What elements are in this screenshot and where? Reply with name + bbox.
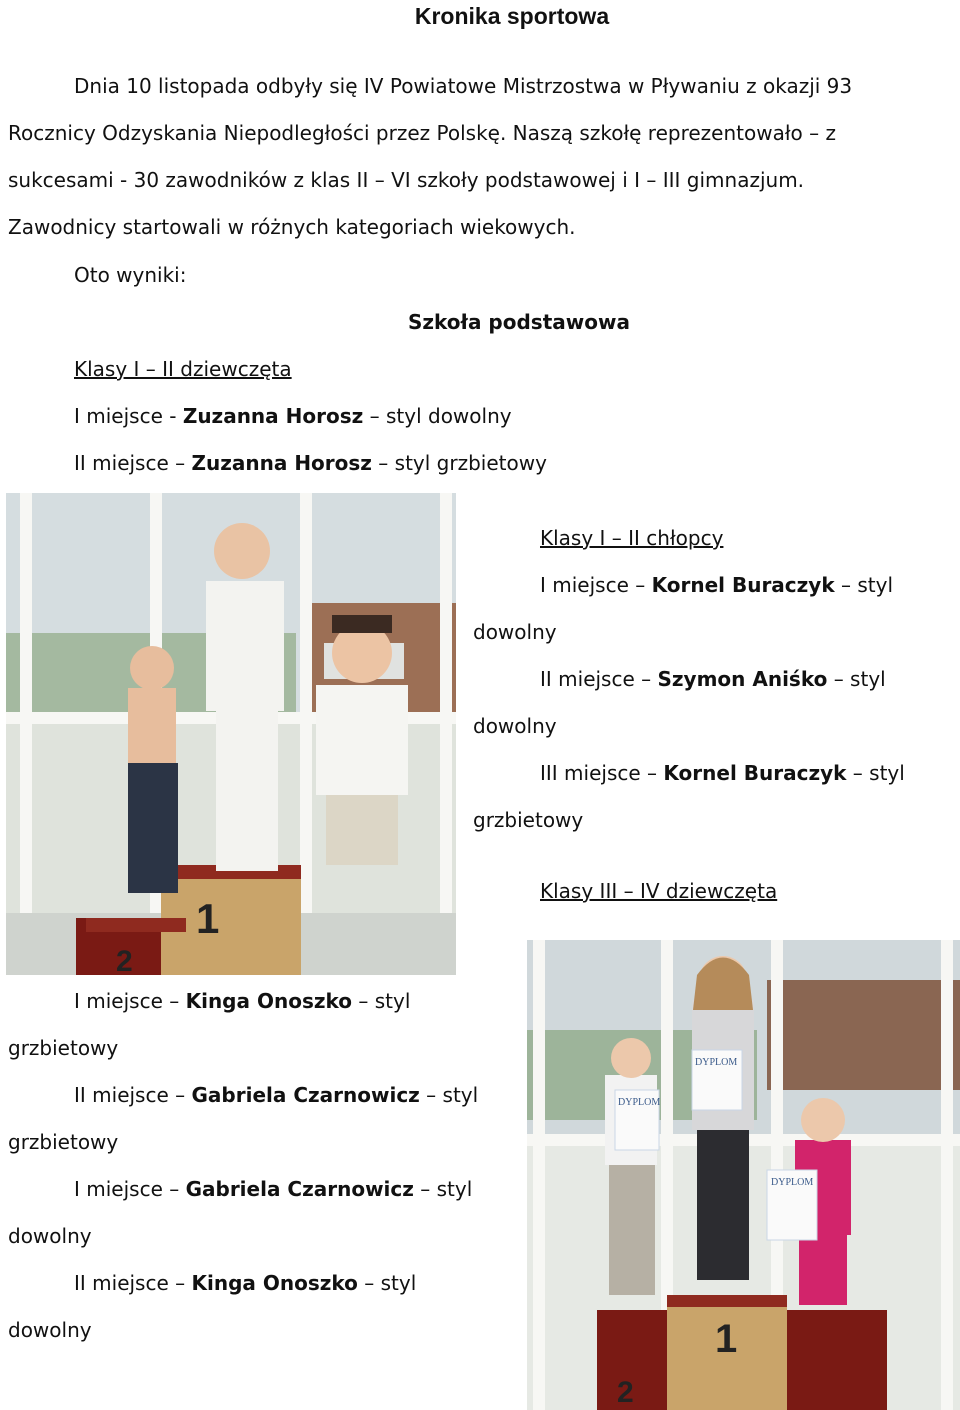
group1-heading: Klasy I – II dziewczęta [74,357,292,381]
page-title: Kronika sportowa [414,3,610,29]
svg-text:2: 2 [617,1376,634,1409]
svg-text:1: 1 [196,895,220,942]
results-intro: Oto wyniki: [74,263,187,287]
group3-result-2-cont: grzbietowy [8,1130,119,1154]
girls-podium-photo [527,940,960,1410]
svg-text:2: 2 [116,945,133,975]
boys-podium-photo [6,493,456,975]
intro-line-1: Dnia 10 listopada odbyły się IV Powiatowe Mistrzostwa w Pływaniu z okazji 93 [74,74,853,98]
group3-heading: Klasy III – IV dziewczęta [540,879,778,903]
group3-result-1-cont: grzbietowy [8,1036,119,1060]
intro-line-2: Rocznicy Odzyskania Niepodległości przez Polskę. Naszą szkołę reprezentowało – z [8,121,836,145]
group2-result-3: III miejsce – Kornel Buraczyk – styl [540,761,905,785]
intro-line-4: Zawodnicy startowali w różnych kategoriach wiekowych. [8,215,576,239]
group3-result-4-cont: dowolny [8,1318,92,1342]
group2-result-2-cont: dowolny [473,714,557,738]
group2-heading: Klasy I – II chłopcy [540,526,724,550]
group2-result-1-cont: dowolny [473,620,557,644]
group3-result-2: II miejsce – Gabriela Czarnowicz – styl [74,1083,479,1107]
svg-text:DYPLOM: DYPLOM [771,1177,814,1188]
group2-result-3-cont: grzbietowy [473,808,584,832]
svg-text:DYPLOM: DYPLOM [695,1057,738,1068]
group2-result-2: II miejsce – Szymon Aniśko – styl [540,667,886,691]
group3-result-3: I miejsce – Gabriela Czarnowicz – styl [74,1177,473,1201]
group3-result-4: II miejsce – Kinga Onoszko – styl [74,1271,417,1295]
group3-result-1: I miejsce – Kinga Onoszko – styl [74,989,411,1013]
svg-text:DYPLOM: DYPLOM [618,1097,661,1108]
svg-text:1: 1 [715,1317,738,1361]
intro-line-3: sukcesami - 30 zawodników z klas II – VI szkoły podstawowej i I – III gimnazjum. [8,168,805,192]
group1-result-2: II miejsce – Zuzanna Horosz – styl grzbietowy [74,451,547,475]
group1-result-1: I miejsce - Zuzanna Horosz – styl dowolny [74,404,512,428]
group3-result-3-cont: dowolny [8,1224,92,1248]
section-title: Szkoła podstawowa [408,310,630,334]
group2-result-1: I miejsce – Kornel Buraczyk – styl [540,573,894,597]
